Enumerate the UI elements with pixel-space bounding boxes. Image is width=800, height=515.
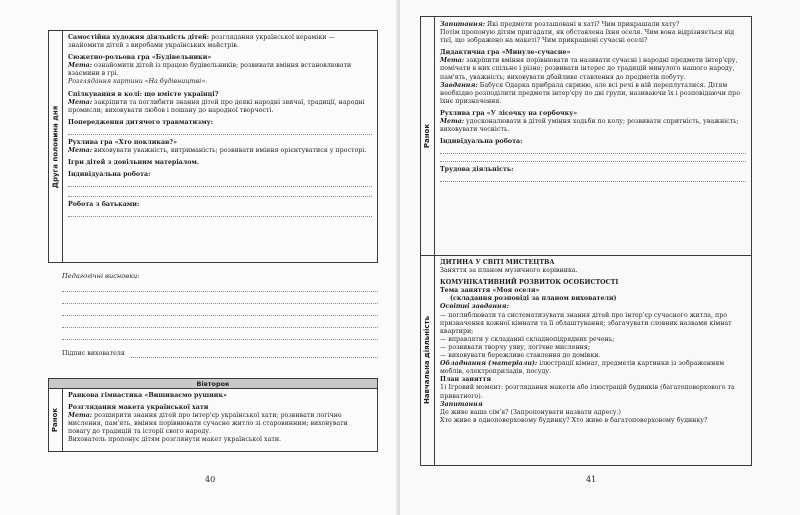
tuesday-table bbox=[48, 378, 378, 452]
morning-section bbox=[421, 17, 751, 255]
afternoon-content: Самостійна художня діяльність дітей: розглядання української кераміки — знайомити дітей з виробами українських майстрів. Сюжетно-рольова гра «Будівельники» Мета: ознайомити дітей із працею будівельників; розвивати вміння встановлювати взаємини в грі. Розглядання картини «На будівництві». Спілкування в колі: що вмієте українці? Мета: закріпити та поглибити знання дітей про деякі народні звичаї, традиції, народні промисли; виховувати любов і пошану до народної творчості. Попередження дитячого травматизму: Рухлива гра «Хто покликав?» Мета: виховувати уважність, витриманість; розвивати вміння орієнтуватися у просторі. Ігри дітей з довільним матеріалом. Індивідуальна робота: Робота з батьками: bbox=[63, 31, 377, 262]
pedagogical-conclusions bbox=[62, 272, 378, 340]
morning-content: Запитання: Які предмети розташовані в хаті? Чим прикрашали хату? Потім пропоную дітям пригадати, як обставлена їхня оселя. Чим вона відрізняється від тієї, що зображено на макеті? Чим прикрашені сучасні оселі? Дидактична гра «Минуле–сучасне» Мета: закріпити вміння порівнювати та називати сучасні і народні предмети інтер'єру, помічати в них спільне і різне; розвивати інтерес до традицій минулого нашого народу, пам'ять, уважність; виховувати дбайливе ставлення до предметів побуту. Завдання: Бабуся Одарка прибрала скриню, але всі речі в ній переплуталися. Дітям необхідно розподілити предмети інтер'єру по дві групи, називаючи їх і розповідаючи про їхнє призначення. Рухлива гра «У лісочку на горбочку» Мета: удосконалювати в дітей уміння ходьби по колу; розвивати спритність, уважність; виховувати чесність. Індивідуальна робота: Трудова діяльність: bbox=[435, 17, 751, 255]
lesson-section bbox=[421, 255, 751, 465]
afternoon-side-label: Друга половина дня bbox=[49, 31, 63, 262]
ped-label: Педагогічні висновки: bbox=[62, 272, 140, 280]
lesson-side-label: Навчальна діяльність bbox=[421, 255, 435, 465]
right-page bbox=[400, 0, 800, 515]
tuesday-header: Вівторок bbox=[49, 379, 377, 389]
page-number-left: 40 bbox=[205, 475, 216, 484]
right-table bbox=[420, 16, 752, 466]
morning-side-label: Ранок bbox=[421, 17, 435, 255]
signature-line bbox=[62, 350, 378, 358]
lesson-content: ДИТИНА У СВІТІ МИСТЕЦТВА Заняття за планом музичного керівника. КОМУНІКАТИВНИЙ РОЗВИТОК ОСОБИСТОСТІ Тема заняття «Моя оселя» (складання розповіді за планом вихователя) Освітні завдання: — поглиблювати та систематизувати знання дітей про інтер'єр сучасного житла, про призначення кожної кімнати та її облаштування; збагачувати словник назвами кімнат квартири; — вправляти у складанні складнопідрядних речень; — розвивати творчу уяву, логічне мислення; — виховувати бережливе ставлення до домівки. Обладнання (матеріали): ілюстрації кімнат, предметів картинки із зображенням меблів, електроприладів, посуду. План заняття 1) Ігровий момент: розглядання макетів або ілюстрацій будинків (багатоповерхового та приватного). Запитання Де живе ваша сім'я? (Запропонувати назвати адресу.) Хто живе в одноповерховому будинку? Хто живе в багатоповерховому будинку? bbox=[440, 259, 735, 424]
tuesday-side-label: Ранок bbox=[49, 389, 63, 451]
signature-label: Підпис вихователя bbox=[62, 350, 125, 357]
page-number-right: 41 bbox=[586, 475, 597, 484]
tuesday-content: Ранкова гімнастика «Вишиваємо рушник» Розглядання макета української хати Мета: розширити знання дітей про інтер'єр української хати; розвивати логічне мислення, пам'ять, вміння порівнювати сучасне житло зі старовинним; виховувати повагу до традицій та історії свого народу. Вихователь пропонує дітям розглянути макет української хати. bbox=[68, 392, 348, 444]
afternoon-table bbox=[48, 30, 378, 263]
